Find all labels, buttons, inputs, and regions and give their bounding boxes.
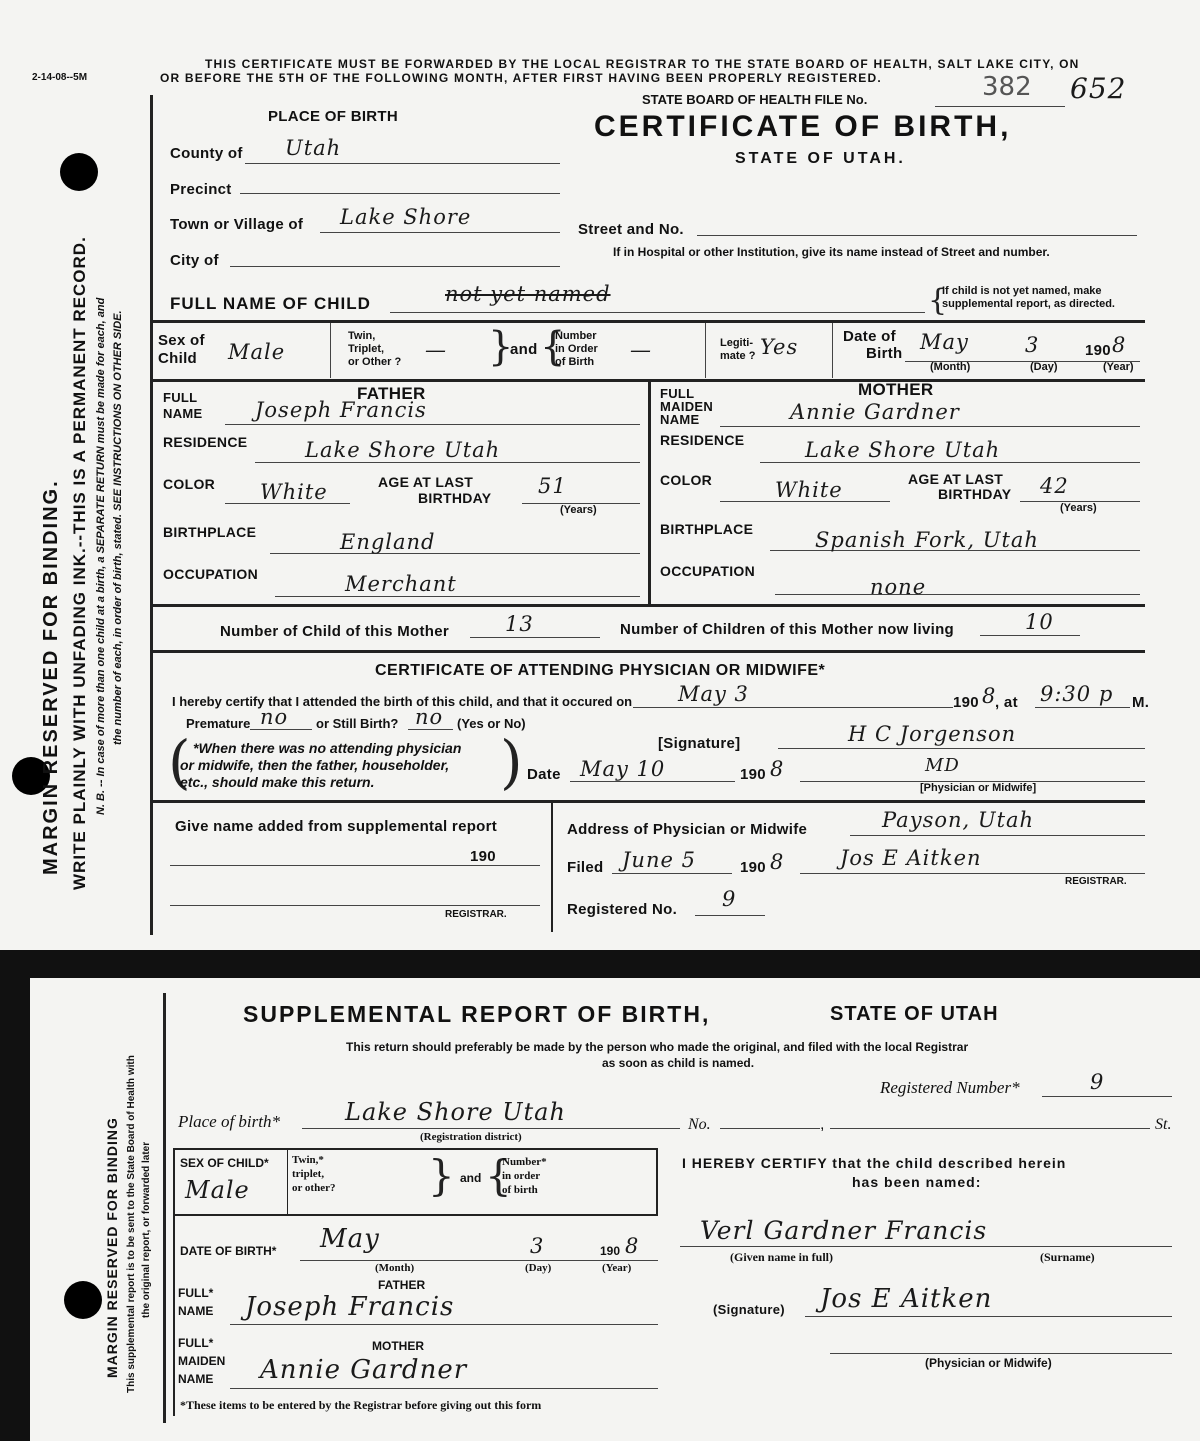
dob-year-prefix: 190 — [1085, 342, 1111, 359]
full-name-value: not yet named — [445, 282, 611, 306]
not-named-note-2: supplemental report, as directed. — [942, 298, 1115, 310]
certificate-of-birth: 2-14-08--5M MARGIN RESERVED FOR BINDING. WRITE PLAINLY WITH UNFADING INK.--THIS IS A PERMANENT RECORD. N. B. -- In case of more than one child at a birth, a SEPARATE RETURN must be made for each, and the number of each, in order of birth, stated. SEE INSTRUCTIONS ON OTHER SIDE. THIS CERTIFICATE MUST BE FORWARDED BY THE LOCAL REGISTRAR TO THE STATE BOARD OF HEALTH, SALT LAKE CITY, ON OR BEFORE THE 5TH OF THE FOLLOWING MONTH, AFTER FIRST HAVING BEEN PROPERLY REGISTERED. STATE BOARD OF HEALTH FILE No. 382 652 CERTIFICATE OF BIRTH, STATE OF UTAH. PLACE OF BIRTH County of Utah Precinct Town or Village of Lake Shore City of Street and No. If in Hospital or other Institution, give its name instead of Street and number. FULL NAME OF CHILD not yet named { If child is not yet named, make supplemental report, as directed. Sex of Child Male Twin, Triplet, or Other ? — } and { Number in Order of Birth — Legiti- mate ? Yes Date of Birth May 3 190 8 (Month) (Day) (Year) FATHER FULL NAME Joseph Francis RESIDENCE Lake Shore Utah COLOR White AGE AT LAST BIRTHDAY 51 (Years) BIRTHPLACE England OCCUPATION Merchant MOTHER FULL MAIDEN NAME Annie Gardner RESIDENCE Lake Shore Utah COLOR White AGE AT LAST BIRTHDAY 42 (Years) BIRTHPLACE Spanish Fork, Utah OCCUPATION none Number of Child of this Mother 13 Number of Children of this Mother now living 10 CERTIFICATE OF ATTENDING PHYSICIAN OR MIDWIFE* I hereby certify that I attended the birth of this child, and that it occured on May 3 190 8 , at 9:30 p M. Premature no or Still Birth? no (Yes or No) ( *When there was no attending physician or midwife, then the father, householder, etc., should make this return. ) [Signature] H C Jorgenson Date May 10 190 8 MD [Physician or Midwife] Give name added from supplemental report 190 REGISTRAR. Address of Physician or Midwife Payson, Utah Filed June 5 190 8 Jos E Aitken REGISTRAR. Registered No. 9 — [0, 0, 1200, 950]
physician-caption: [Physician or Midwife] — [920, 782, 1037, 794]
date-year-hand: 8 — [770, 757, 785, 781]
num-child-label: Number of Child of this Mother — [220, 623, 449, 640]
father-age-label: BIRTHDAY — [418, 490, 492, 506]
mother-residence-label: RESIDENCE — [660, 432, 745, 448]
date-value: May 10 — [580, 757, 666, 781]
and-label: and — [510, 341, 538, 358]
address-label: Address of Physician or Midwife — [567, 821, 808, 838]
father-color-label: COLOR — [163, 476, 216, 492]
supp-number-label: in order — [502, 1170, 541, 1182]
father-color: White — [260, 480, 328, 504]
supp-margin-note-1: This supplemental report is to be sent to the State Board of Health with — [126, 1055, 137, 1393]
mother-birthplace-label: BIRTHPLACE — [660, 521, 754, 537]
signature-label: [Signature] — [658, 735, 741, 752]
father-name: Joseph Francis — [255, 398, 427, 422]
file-no-stamp: 382 — [982, 72, 1032, 102]
legitimate-value: Yes — [760, 335, 799, 359]
supp-dob-year-hand: 8 — [625, 1234, 640, 1258]
supp-signature-label: (Signature) — [713, 1302, 785, 1317]
physician-header: CERTIFICATE OF ATTENDING PHYSICIAN OR MIDWIFE* — [375, 662, 826, 679]
footnote-3: etc., should make this return. — [180, 774, 375, 790]
footnote-2: or midwife, then the father, householder, — [180, 757, 450, 773]
supp-intro-1: This return should preferably be made by the person who made the original, and filed with the local Registrar — [346, 1040, 969, 1054]
father-birthplace: England — [340, 530, 436, 554]
form-code: 2-14-08--5M — [32, 72, 88, 83]
supp-dob-day: 3 — [530, 1234, 545, 1258]
signature-value: H C Jorgenson — [848, 722, 1017, 746]
number-label: in Order — [555, 343, 598, 355]
supp-father-header: FATHER — [378, 1278, 426, 1292]
full-name-label: FULL NAME OF CHILD — [170, 294, 371, 313]
supp-reg-number-value: 9 — [1090, 1070, 1105, 1094]
father-age: 51 — [538, 474, 567, 498]
mother-age-label: BIRTHDAY — [938, 486, 1012, 502]
mother-header: MOTHER — [858, 380, 934, 399]
notice-line-1: THIS CERTIFICATE MUST BE FORWARDED BY THE LOCAL REGISTRAR TO THE STATE BOARD OF HEALTH, SALT LAKE CITY, ON — [205, 57, 1080, 71]
town-value: Lake Shore — [340, 205, 472, 229]
certify-year-hand: 8 — [982, 684, 997, 708]
stillbirth-label: or Still Birth? — [316, 716, 399, 731]
certify-date: May 3 — [678, 682, 749, 706]
supp-twin-label: triplet, — [292, 1168, 325, 1180]
premature-value: no — [260, 705, 289, 729]
stillbirth-value: no — [415, 705, 444, 729]
sex-value: Male — [228, 340, 286, 364]
num-living-value: 10 — [1025, 610, 1054, 634]
hospital-note: If in Hospital or other Institution, give its name instead of Street and number. — [613, 245, 1050, 259]
certify-text: I hereby certify that I attended the birth of this child, and that it occured on — [172, 694, 633, 709]
mother-age: 42 — [1040, 474, 1069, 498]
father-name-label: NAME — [163, 406, 203, 421]
supp-place-label: Place of birth* — [178, 1112, 280, 1131]
certify-time: 9:30 p — [1040, 682, 1114, 706]
margin-note-2: the number of each, in order of birth, stated. SEE INSTRUCTIONS ON OTHER SIDE. — [112, 310, 124, 745]
supp-father-name-label: NAME — [178, 1304, 214, 1318]
signature-title: MD — [925, 755, 960, 776]
supp-title: SUPPLEMENTAL REPORT OF BIRTH, — [243, 1001, 711, 1027]
mother-color-label: COLOR — [660, 472, 713, 488]
supp-title-state: STATE OF UTAH — [830, 1003, 999, 1025]
margin-note-1: N. B. -- In case of more than one child at a birth, a SEPARATE RETURN must be made for each, and — [95, 297, 107, 815]
not-named-note-1: If child is not yet named, make — [942, 285, 1102, 297]
dob-label: Birth — [866, 345, 903, 362]
mother-name-label: NAME — [660, 412, 700, 427]
father-header: FATHER — [357, 384, 426, 403]
supp-name-label: Give name added from supplemental report — [175, 818, 498, 835]
place-of-birth-label: PLACE OF BIRTH — [268, 108, 399, 125]
binding-hole-top — [60, 153, 98, 191]
supp-child-name: Verl Gardner Francis — [700, 1216, 988, 1245]
father-occupation: Merchant — [345, 572, 457, 596]
mother-name: Annie Gardner — [790, 400, 960, 424]
town-label: Town or Village of — [170, 216, 304, 233]
supp-dob-label: DATE OF BIRTH* — [180, 1244, 277, 1258]
mother-occupation-label: OCCUPATION — [660, 563, 756, 579]
margin-reserved-label: MARGIN RESERVED FOR BINDING. — [40, 479, 62, 875]
file-no-label: STATE BOARD OF HEALTH FILE No. — [642, 92, 868, 107]
sex-label: Sex of — [158, 332, 205, 349]
footnote-1: *When there was no attending physician — [193, 740, 462, 756]
registered-label: Registered No. — [567, 901, 678, 918]
filed-year-hand: 8 — [770, 850, 785, 874]
supp-signature-value: Jos E Aitken — [820, 1284, 993, 1314]
legitimate-label: mate ? — [720, 350, 756, 362]
supp-intro-2: as soon as child is named. — [602, 1056, 755, 1070]
num-child-value: 13 — [505, 612, 534, 636]
twin-label: Triplet, — [348, 343, 385, 355]
certificate-subtitle: STATE OF UTAH. — [735, 150, 906, 167]
registered-value: 9 — [722, 887, 737, 911]
registrar-signature: Jos E Aitken — [840, 846, 982, 870]
dob-year-hand: 8 — [1112, 333, 1127, 357]
mother-residence: Lake Shore Utah — [805, 438, 1001, 462]
binding-hole-supp — [64, 1281, 102, 1319]
supp-sex-value: Male — [185, 1176, 250, 1204]
filed-value: June 5 — [622, 848, 696, 872]
father-occupation-label: OCCUPATION — [163, 566, 259, 582]
notice-line-2: OR BEFORE THE 5TH OF THE FOLLOWING MONTH, AFTER FIRST HAVING BEEN PROPERLY REGISTERED. — [160, 71, 882, 85]
supp-footnote: *These items to be entered by the Registrar before giving out this form — [180, 1398, 542, 1412]
supp-physician-caption: (Physician or Midwife) — [925, 1356, 1052, 1370]
supp-margin-label: MARGIN RESERVED FOR BINDING — [104, 1117, 120, 1378]
filed-label: Filed — [567, 859, 604, 876]
premature-label: Premature — [186, 716, 251, 731]
supp-mother-header: MOTHER — [372, 1339, 424, 1353]
number-value: — — [630, 338, 652, 362]
city-label: City of — [170, 252, 219, 269]
supp-certify-1: I HEREBY CERTIFY that the child described herein — [682, 1155, 1067, 1171]
father-residence: Lake Shore Utah — [305, 438, 501, 462]
file-no-hand: 652 — [1070, 72, 1127, 105]
supp-place-value: Lake Shore Utah — [345, 1098, 566, 1126]
dob-day: 3 — [1025, 333, 1040, 357]
dob-month: May — [920, 330, 969, 354]
certify-year-prefix: 190 — [953, 694, 979, 711]
supp-margin-note-2: the original report, or forwarded later — [141, 1141, 152, 1318]
supp-mother-name: Annie Gardner — [260, 1355, 468, 1385]
margin-rule — [150, 95, 153, 935]
supp-reg-number-label: Registered Number* — [880, 1078, 1020, 1097]
supp-father-name: Joseph Francis — [245, 1292, 455, 1322]
mother-birthplace: Spanish Fork, Utah — [815, 528, 1039, 552]
father-residence-label: RESIDENCE — [163, 434, 248, 450]
address-value: Payson, Utah — [882, 808, 1035, 832]
mother-occupation: none — [870, 575, 927, 599]
certificate-title: CERTIFICATE OF BIRTH, — [594, 110, 1012, 143]
num-living-label: Number of Children of this Mother now living — [620, 621, 955, 638]
father-birthplace-label: BIRTHPLACE — [163, 524, 257, 540]
county-value: Utah — [285, 136, 342, 160]
county-label: County of — [170, 145, 243, 162]
mother-color: White — [775, 478, 843, 502]
twin-value: — — [425, 338, 447, 362]
supplemental-report: MARGIN RESERVED FOR BINDING This supplemental report is to be sent to the State Board of Health with the original report, or forwarded later SUPPLEMENTAL REPORT OF BIRTH, STATE OF UTAH This return should preferably be made by the person who made the original, and filed with the local Registrar as soon as child is named. Registered Number* 9 Place of birth* Lake Shore Utah No. , St. (Registration district) SEX OF CHILD* Male Twin,* triplet, or other? } and { Number* in order of birth I HEREBY CERTIFY that the child described herein has been named: Verl Gardner Francis (Given name in full) (Surname) DATE OF BIRTH* May 3 190 8 (Month) (Day) (Year) FATHER FULL* NAME Joseph Francis MOTHER FULL* MAIDEN NAME Annie Gardner *These items to be entered by the Registrar before giving out this form (Signature) Jos E Aitken (Physician or Midwife) — [30, 978, 1200, 1441]
supp-sex-label: SEX OF CHILD* — [180, 1156, 269, 1170]
supp-dob-month: May — [320, 1224, 380, 1254]
precinct-label: Precinct — [170, 181, 232, 198]
date-label: Date — [527, 766, 561, 783]
margin-ink-label: WRITE PLAINLY WITH UNFADING INK.--THIS IS A PERMANENT RECORD. — [70, 236, 89, 890]
street-label: Street and No. — [578, 221, 684, 238]
supp-mother-name-label: NAME — [178, 1372, 214, 1386]
supp-certify-2: has been named: — [852, 1174, 982, 1190]
